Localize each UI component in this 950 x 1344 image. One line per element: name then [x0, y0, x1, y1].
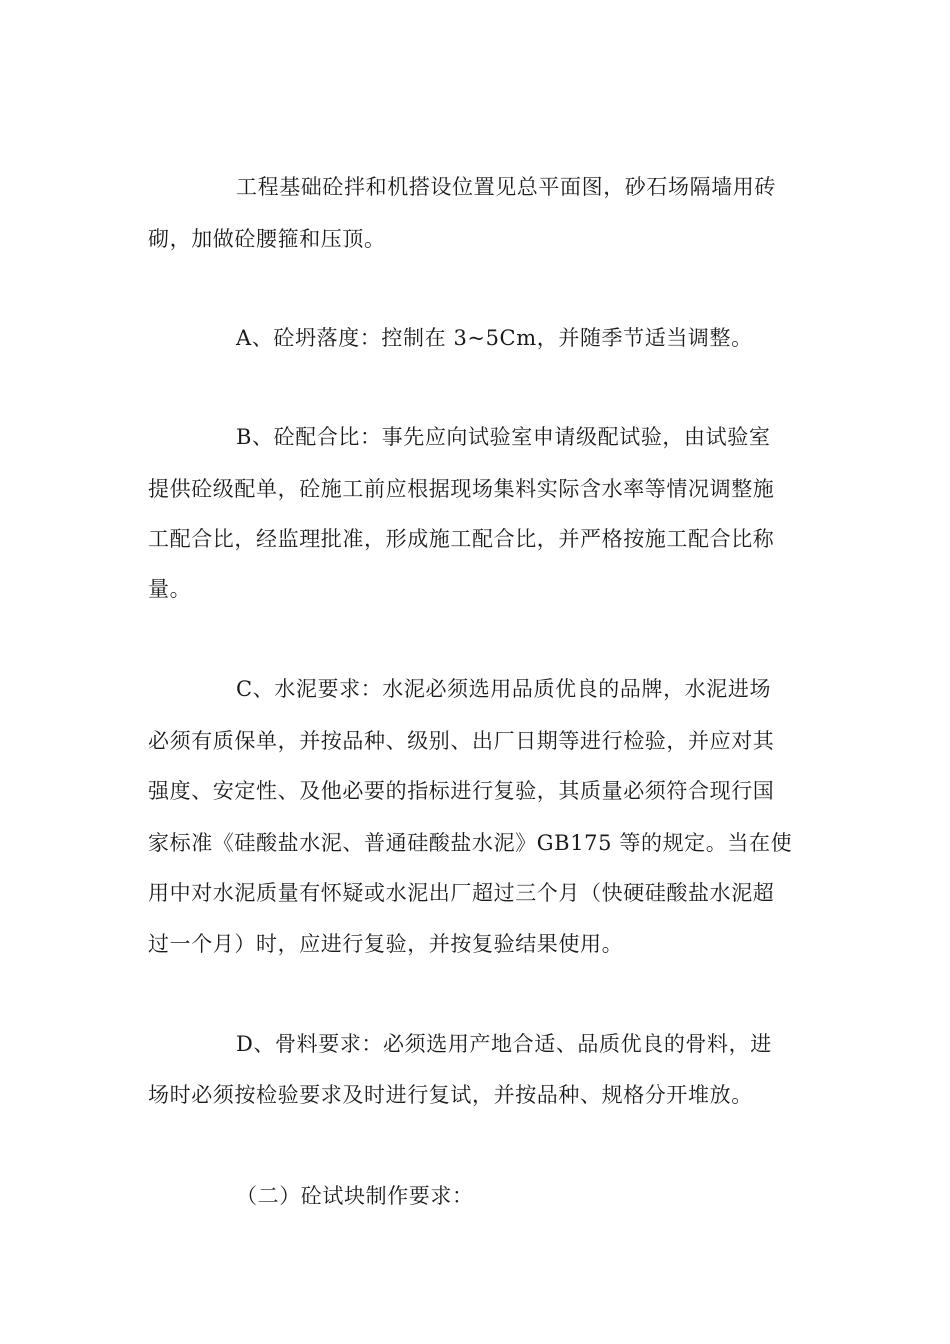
- paragraph-4-line-4: 家标准《硅酸盐水泥、普通硅酸盐水泥》GB175 等的规定。当在使: [148, 831, 793, 855]
- paragraph-4-line-1: C、水泥要求：水泥必须选用品质优良的品牌，水泥进场: [236, 677, 772, 701]
- paragraph-5-line-1: D、骨料要求：必须选用产地合适、品质优良的骨料，进: [236, 1032, 772, 1056]
- paragraph-4-line-3: 强度、安定性、及他必要的指标进行复验，其质量必须符合现行国: [148, 779, 775, 803]
- paragraph-3-line-2: 提供砼级配单，砼施工前应根据现场集料实际含水率等情况调整施: [148, 477, 775, 501]
- paragraph-3-line-3: 工配合比，经监理批准，形成施工配合比，并严格按施工配合比称: [148, 527, 775, 551]
- paragraph-1-line-2: 砌，加做砼腰箍和压顶。: [148, 227, 386, 251]
- paragraph-3-line-4: 量。: [148, 577, 192, 601]
- paragraph-2-line-1: A、砼坍落度：控制在 3~5Cm，并随季节适当调整。: [236, 326, 753, 350]
- paragraph-1-line-1: 工程基础砼拌和机搭设位置见总平面图，砂石场隔墙用砖: [236, 175, 776, 199]
- paragraph-5-line-2: 场时必须按检验要求及时进行复试，并按品种、规格分开堆放。: [148, 1083, 753, 1107]
- paragraph-4-line-5: 用中对水泥质量有怀疑或水泥出厂超过三个月（快硬硅酸盐水泥超: [148, 881, 775, 905]
- paragraph-3-line-1: B、砼配合比：事先应向试验室申请级配试验，由试验室: [236, 425, 771, 449]
- paragraph-4-line-2: 必须有质保单，并按品种、级别、出厂日期等进行检验，并应对其: [148, 729, 775, 753]
- paragraph-4-line-6: 过一个月）时，应进行复验，并按复验结果使用。: [148, 932, 624, 956]
- section-heading: （二）砼试块制作要求：: [236, 1184, 474, 1208]
